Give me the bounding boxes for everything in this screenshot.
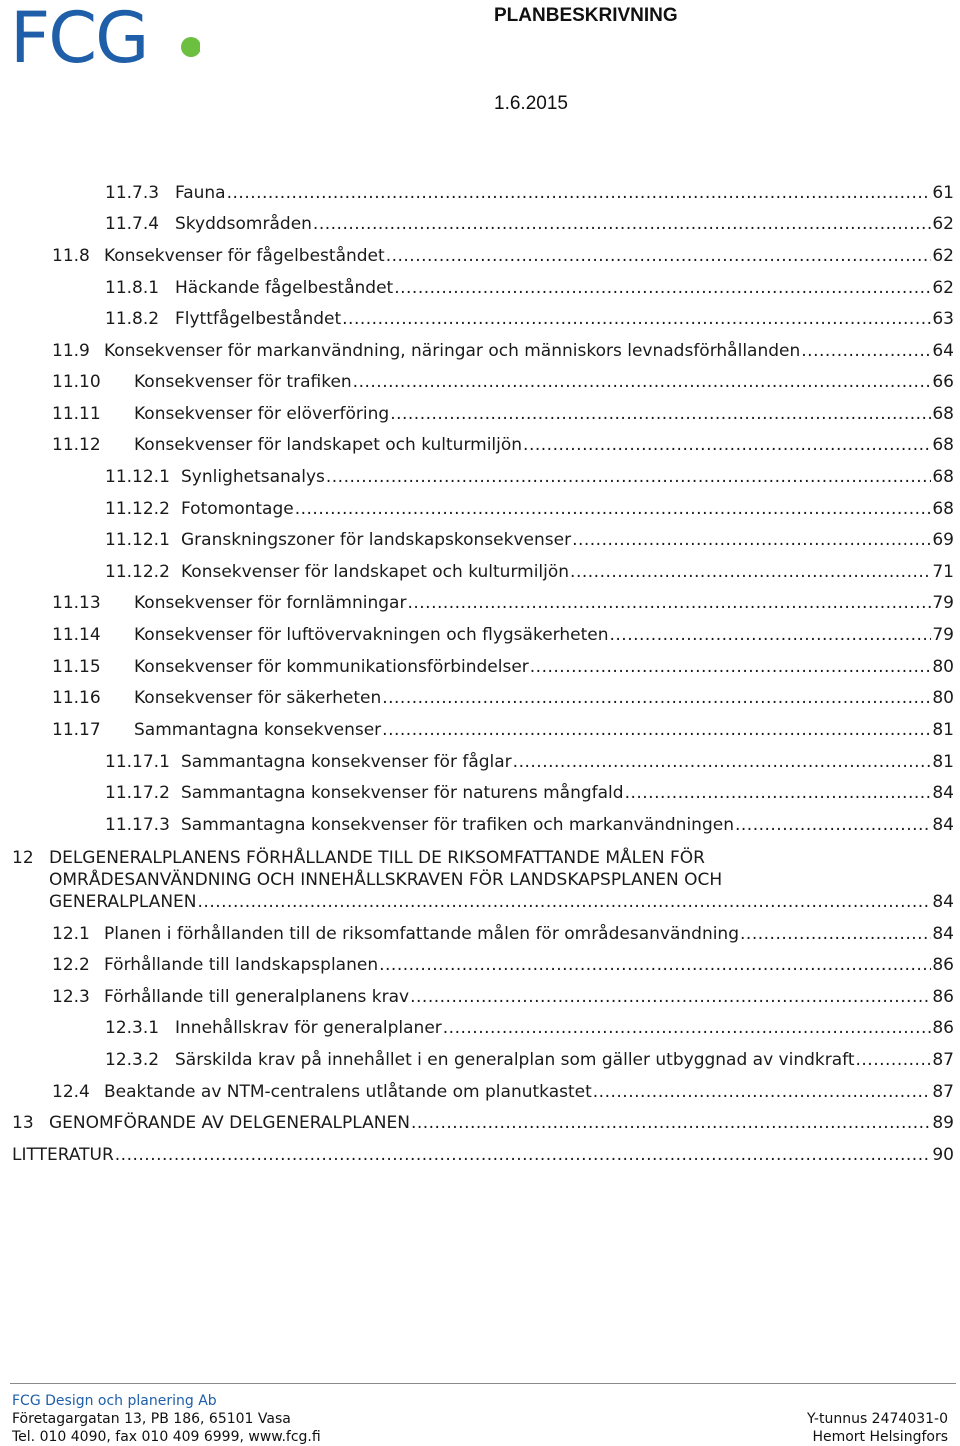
toc-entry-text: Häckande fågelbeståndet [175,278,394,298]
toc-entry[interactable] [105,529,954,551]
dot-leader [313,213,931,235]
footer-business-id: Y-tunnus 2474031-0 [807,1411,948,1427]
toc-entry-page: 81 [932,752,954,772]
toc-entry-page: 86 [932,1018,954,1038]
toc-entry-number: 11.7.4 [105,214,160,234]
toc-entry-text: Konsekvenser för landskapet och kulturmiljön [181,562,570,582]
dot-leader [523,434,931,456]
toc-entry-page: 66 [932,372,954,392]
toc-entry[interactable] [52,656,954,678]
toc-entry-page: 81 [932,720,954,740]
document-date: 1.6.2015 [494,93,568,114]
toc-entry-page: 86 [932,987,954,1007]
toc-entry[interactable] [52,719,954,741]
logo-text: FCG [10,2,148,68]
toc-entry-number: 11.17.1 [105,752,170,772]
toc-entry[interactable] [105,308,954,330]
toc-entry[interactable] [105,561,954,583]
toc-entry-number: 11.8.2 [105,309,160,329]
toc-entry[interactable] [52,954,954,976]
document-title: PLANBESKRIVNING [494,5,678,26]
footer-company: FCG Design och planering Ab [12,1393,217,1409]
toc-entry-number: 12.3.2 [105,1050,160,1070]
dot-leader [410,986,931,1008]
toc-entry-number: 12.3 [52,987,90,1007]
toc-entry-text: Sammantagna konsekvenser [134,720,382,740]
toc-entry[interactable] [105,498,954,520]
toc-entry-number: 11.9 [52,341,90,361]
toc-entry-number: 11.12.1 [105,530,170,550]
toc-entry[interactable] [105,814,954,836]
toc-entry-page: 62 [932,246,954,266]
toc-entry-number: 12 [12,848,34,868]
fcg-logo [10,2,200,68]
toc-entry[interactable] [52,1081,954,1103]
toc-entry-page: 68 [932,404,954,424]
toc-entry-number: 12.1 [52,924,90,944]
toc-entry[interactable] [105,182,954,204]
dot-leader [513,751,932,773]
toc-entry[interactable] [12,1112,954,1134]
toc-entry-number: 11.17.2 [105,783,170,803]
dot-leader [625,782,932,804]
dot-leader [530,656,932,678]
toc-entry-text: Konsekvenser för elöverföring [134,404,390,424]
toc-entry-number: 12.2 [52,955,90,975]
toc-entry[interactable] [52,923,954,945]
dot-leader [326,466,931,488]
dot-leader [379,954,931,976]
dot-leader [856,1049,932,1071]
toc-entry-number: 11.17.3 [105,815,170,835]
toc-entry-number: 11.17 [52,720,101,740]
dot-leader [609,624,931,646]
dot-leader [740,923,931,945]
dot-leader [443,1017,932,1039]
dot-leader [593,1081,932,1103]
toc-entry-number: 11.8.1 [105,278,160,298]
logo-dot-icon [181,37,200,57]
toc-entry-text: Förhållande till landskapsplanen [104,955,379,975]
toc-entry-page: 63 [932,309,954,329]
toc-entry-number: 12.3.1 [105,1018,160,1038]
toc-entry[interactable] [52,986,954,1008]
toc-entry-text: Innehållskrav för generalplaner [175,1018,442,1038]
toc-entry-page: 68 [932,499,954,519]
toc-entry-number: 11.13 [52,593,101,613]
toc-entry[interactable] [12,1144,954,1166]
dot-leader [570,561,931,583]
toc-entry-number: 11.7.3 [105,183,160,203]
toc-entry-page: 87 [932,1082,954,1102]
toc-entry-text: Förhållande till generalplanens krav [104,987,410,1007]
toc-entry-number: 11.12.2 [105,562,170,582]
dot-leader [386,245,932,267]
toc-entry[interactable] [52,592,954,614]
toc-entry[interactable] [52,403,954,425]
dot-leader [735,814,931,836]
toc-entry-text: Sammantagna konsekvenser för fåglar [181,752,512,772]
toc-entry-page: 84 [932,783,954,803]
toc-entry-page: 90 [932,1145,954,1165]
toc-entry-page: 87 [932,1050,954,1070]
toc-entry-page: 86 [932,955,954,975]
toc-entry[interactable] [105,213,954,235]
toc-entry-number: 11.12.2 [105,499,170,519]
toc-entry-text: Skyddsområden [175,214,312,234]
toc-entry-page: 62 [932,214,954,234]
toc-entry[interactable] [105,782,954,804]
toc-entry-number: 11.14 [52,625,101,645]
toc-entry-page: 71 [932,562,954,582]
toc-entry[interactable] [105,1049,954,1071]
toc-entry-text: Flyttfågelbeståndet [175,309,342,329]
toc-entry[interactable] [52,371,954,393]
footer-divider [10,1383,956,1384]
toc-entry-text: Konsekvenser för landskapet och kulturmiljön [134,435,523,455]
toc-entry-page: 64 [932,341,954,361]
toc-entry[interactable] [105,466,954,488]
toc-entry[interactable] [52,624,954,646]
toc-entry-page: 84 [932,924,954,944]
footer-contact: Tel. 010 4090, fax 010 409 6999, www.fcg.fi [12,1429,321,1445]
dot-leader [382,719,931,741]
dot-leader [390,403,931,425]
toc-entry-page: 89 [932,1113,954,1133]
dot-leader [227,182,932,204]
toc-entry-text-line-1: DELGENERALPLANENS FÖRHÅLLANDE TILL DE RIKSOMFATTANDE MÅLEN FÖR [49,848,705,868]
toc-entry-number: 11.12.1 [105,467,170,487]
toc-entry-text: Konsekvenser för kommunikationsförbindelser [134,657,529,677]
toc-entry-text: Sammantagna konsekvenser för naturens mångfald [181,783,624,803]
toc-entry-text-line-2: OMRÅDESANVÄNDNING OCH INNEHÅLLSKRAVEN FÖR LANDSKAPSPLANEN OCH [49,870,723,890]
toc-entry-page: 79 [932,593,954,613]
toc-entry-text: GENOMFÖRANDE AV DELGENERALPLANEN [49,1113,410,1133]
toc-entry-text: Särskilda krav på innehållet i en generalplan som gäller utbyggnad av vindkraft [175,1050,855,1070]
toc-entry-page: 80 [932,688,954,708]
toc-entry-text: Synlighetsanalys [181,467,325,487]
dot-leader [411,1112,931,1134]
toc-entry-text: Sammantagna konsekvenser för trafiken och markanvändningen [181,815,734,835]
toc-entry-page: 68 [932,467,954,487]
toc-entry-number: 11.12 [52,435,101,455]
toc-entry-text-line-3: GENERALPLANEN [49,892,197,912]
dot-leader [382,687,931,709]
toc-entry[interactable] [52,687,954,709]
toc-entry-page: 61 [932,183,954,203]
toc-entry-page: 69 [932,530,954,550]
dot-leader [801,340,931,362]
toc-entry-page: 80 [932,657,954,677]
dot-leader [198,891,932,913]
toc-entry-page: 79 [932,625,954,645]
toc-entry[interactable] [52,434,954,456]
toc-entry-text: Planen i förhållanden till de riksomfattande målen för områdesanvändning [104,924,740,944]
toc-entry-text: Konsekvenser för fornlämningar [134,593,407,613]
toc-entry[interactable] [52,245,954,267]
toc-entry[interactable] [105,277,954,299]
toc-entry-number: 11.8 [52,246,90,266]
toc-entry-text: Konsekvenser för fågelbeståndet [104,246,385,266]
toc-entry[interactable] [52,340,954,362]
toc-entry-number: 13 [12,1113,34,1133]
toc-entry-text: Beaktande av NTM-centralens utlåtande om planutkastet [104,1082,592,1102]
toc-entry-page: 62 [932,278,954,298]
dot-leader [572,529,931,551]
dot-leader [342,308,931,330]
toc-entry-number: 11.10 [52,372,101,392]
toc-entry-text: Konsekvenser för säkerheten [134,688,382,708]
toc-entry-page: 84 [932,892,954,912]
toc-entry-number: 11.15 [52,657,101,677]
dot-leader [353,371,932,393]
toc-entry-text: Fauna [175,183,226,203]
dot-leader [394,277,931,299]
toc-entry-text: LITTERATUR [12,1145,114,1165]
footer-address: Företagargatan 13, PB 186, 65101 Vasa [12,1411,291,1427]
toc-entry-number: 11.11 [52,404,101,424]
toc-entry-text: Konsekvenser för luftövervakningen och flygsäkerheten [134,625,609,645]
toc-entry[interactable] [105,751,954,773]
toc-entry-number: 12.4 [52,1082,90,1102]
toc-entry-text: Granskningszoner för landskapskonsekvenser [181,530,572,550]
toc-entry-text: Konsekvenser för trafiken [134,372,352,392]
dot-leader [295,498,932,520]
toc-entry-page: 84 [932,815,954,835]
toc-entry[interactable] [105,1017,954,1039]
dot-leader [407,592,931,614]
toc-entry-text: Konsekvenser för markanvändning, näringar och människors levnadsförhållanden [104,341,801,361]
toc-entry-page: 68 [932,435,954,455]
dot-leader [115,1144,932,1166]
toc-entry-number: 11.16 [52,688,101,708]
footer-domicile: Hemort Helsingfors [812,1429,948,1445]
toc-entry-text: Fotomontage [181,499,294,519]
